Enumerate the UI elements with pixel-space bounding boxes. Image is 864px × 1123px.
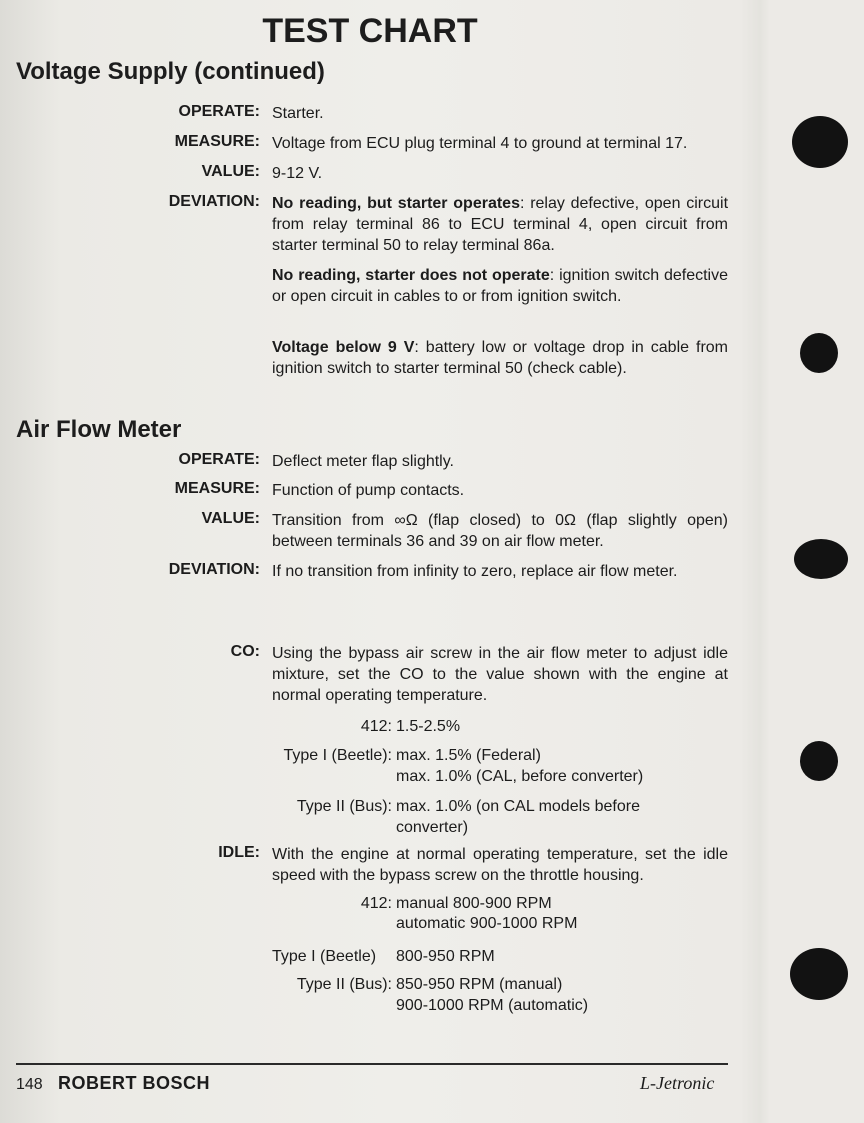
footer-rule	[16, 1063, 728, 1065]
deviation-3-condition: Voltage below 9 V	[272, 339, 415, 356]
measure-text: Voltage from ECU plug terminal 4 to ground at terminal 17.	[272, 135, 688, 152]
value-text: Transition from ∞Ω (flap closed) to 0Ω (flap slightly open) between terminals 36 and 39 on air flow meter.	[272, 512, 728, 550]
binder-hole-icon	[792, 116, 848, 168]
idle-spec-value: manual 800-900 RPM	[396, 895, 552, 912]
idle-spec-value: 800-950 RPM	[396, 948, 495, 965]
page-number: 148	[16, 1076, 43, 1093]
co-spec-value: max. 1.5% (Federal)	[396, 747, 541, 764]
deviation-label: DEVIATION:	[168, 193, 260, 210]
measure-text: Function of pump contacts.	[272, 482, 465, 499]
page-title: TEST CHART	[262, 12, 478, 50]
deviation-1-condition: No reading, but starter operates	[272, 195, 520, 212]
deviation-item-2	[272, 265, 728, 307]
idle-spec-value: 850-950 RPM (manual)	[396, 976, 563, 993]
idle-label: IDLE:	[218, 844, 260, 861]
co-spec-value: max. 1.0% (CAL, before converter)	[396, 768, 644, 785]
operate-label: OPERATE:	[178, 451, 260, 468]
idle-spec-label: 412:	[360, 895, 392, 912]
co-label: CO:	[230, 643, 260, 660]
deviation-2-condition: No reading, starter does not operate	[272, 267, 550, 284]
idle-spec-label: Type II (Bus):	[296, 976, 392, 993]
value-text: 9-12 V.	[272, 165, 323, 182]
co-spec-value: converter)	[396, 819, 469, 836]
co-spec-label: Type II (Bus):	[296, 798, 392, 815]
idle-spec-value: automatic 900-1000 RPM	[396, 915, 578, 932]
deviation-2-text: : ignition switch defective or open circuit in cables to or from ignition switch.	[272, 267, 729, 305]
brand-name: ROBERT BOSCH	[58, 1073, 211, 1093]
idle-text: With the engine at normal operating temperature, set the idle speed with the bypass screw on the throttle housing.	[272, 846, 728, 884]
deviation-label: DEVIATION:	[168, 561, 260, 578]
binder-hole-icon	[800, 741, 838, 781]
co-spec-value: max. 1.0% (on CAL models before	[396, 798, 640, 815]
measure-label: MEASURE:	[174, 480, 260, 497]
binder-hole-icon	[790, 948, 848, 1000]
section-heading-voltage-supply: Voltage Supply (continued)	[16, 58, 325, 85]
co-spec-label: Type I (Beetle):	[283, 747, 392, 764]
operate-text: Starter.	[272, 105, 324, 122]
idle-spec-value: 900-1000 RPM (automatic)	[396, 997, 589, 1014]
binder-hole-icon	[800, 333, 838, 373]
co-spec-label: 412:	[360, 718, 392, 735]
measure-label: MEASURE:	[174, 133, 260, 150]
deviation-text: If no transition from infinity to zero, replace air flow meter.	[272, 563, 678, 580]
deviation-1-text: : relay defective, open circuit from relay terminal 86 to ECU terminal 4, open circuit from starter terminal 50 to relay terminal 86a.	[272, 195, 729, 254]
operate-text: Deflect meter flap slightly.	[272, 453, 454, 470]
product-name: L-Jetronic	[640, 1073, 715, 1093]
value-label: VALUE:	[201, 510, 260, 527]
operate-label: OPERATE:	[178, 103, 260, 120]
binder-hole-icon	[794, 539, 848, 579]
deviation-item-1	[272, 193, 728, 256]
deviation-item-3	[272, 337, 728, 379]
co-spec-value: 1.5-2.5%	[396, 718, 461, 735]
idle-spec-label: Type I (Beetle)	[272, 948, 377, 965]
co-text: Using the bypass air screw in the air flow meter to adjust idle mixture, set the CO to the value shown with the engine at normal operating temperature.	[272, 645, 728, 704]
deviation-3-text: : battery low or voltage drop in cable from ignition switch to starter terminal 50 (check cable).	[272, 339, 728, 377]
value-label: VALUE:	[201, 163, 260, 180]
section-heading-air-flow-meter: Air Flow Meter	[16, 416, 182, 443]
